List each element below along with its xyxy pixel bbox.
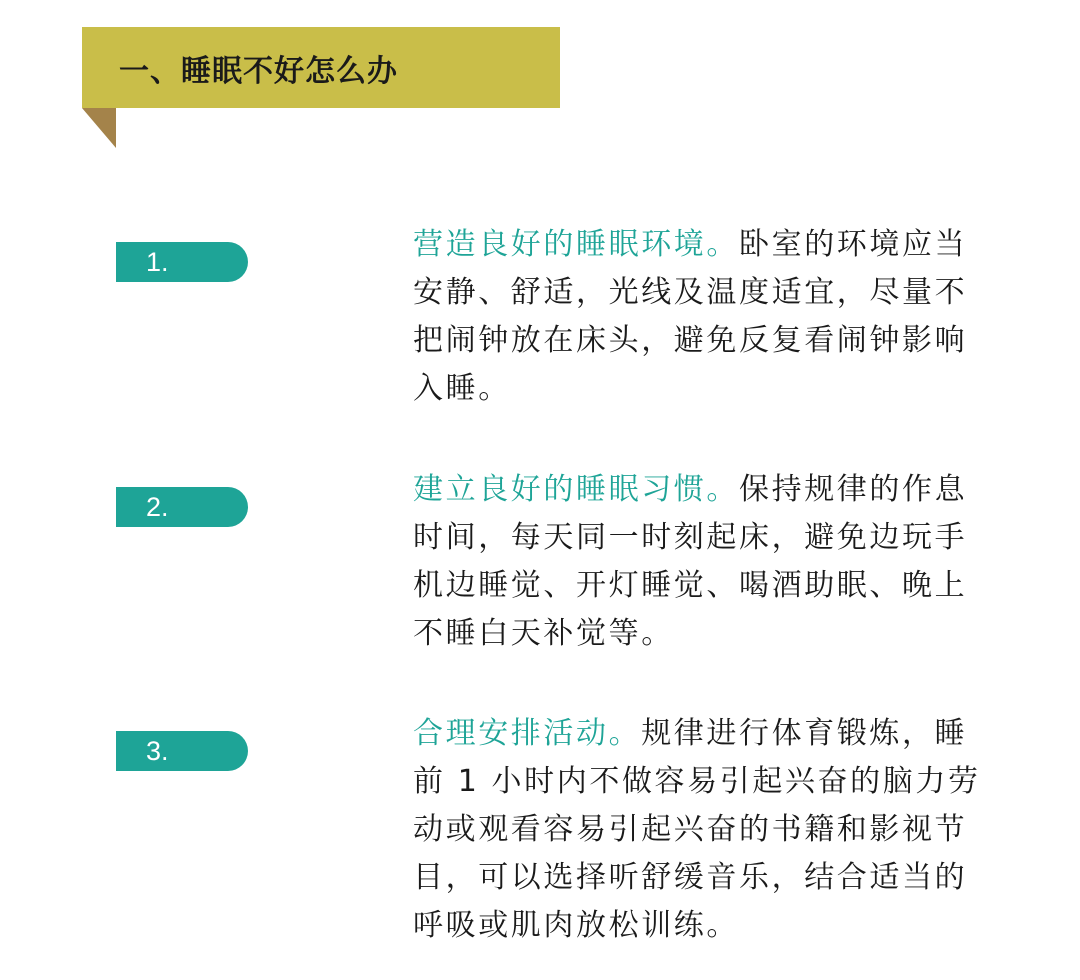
tip-heading: 建立良好的睡眠习惯。 (413, 472, 739, 507)
tip-heading: 合理安排活动。 (413, 716, 642, 751)
number-label: 2. (146, 491, 169, 522)
tip-heading: 营造良好的睡眠环境。 (413, 227, 739, 262)
number-badge (116, 731, 248, 771)
number-badge (116, 487, 248, 527)
number-badge (116, 242, 248, 282)
number-label: 1. (146, 246, 169, 277)
tip-paragraph (413, 710, 993, 950)
tip-body: 保持规律的作息时间，每天同一时刻起床，避免边玩手机边睡觉、开灯睡觉、喝酒助眠、晚上不睡白天补觉等。 (413, 472, 968, 651)
tip-body: 规律进行体育锻炼，睡前 1 小时内不做容易引起兴奋的脑力劳动或观看容易引起兴奋的书籍和影视节目，可以选择听舒缓音乐，结合适当的呼吸或肌肉放松训练。 (413, 716, 981, 943)
tip-body: 卧室的环境应当安静、舒适，光线及温度适宜，尽量不把闹钟放在床头，避免反复看闹钟影响入睡。 (413, 227, 968, 406)
section-title: 一、睡眠不好怎么办 (119, 53, 398, 89)
tip-paragraph (413, 221, 993, 413)
section-title-banner (82, 27, 560, 108)
banner-fold-decoration (82, 108, 116, 148)
tip-paragraph (413, 466, 993, 658)
number-label: 3. (146, 735, 169, 766)
